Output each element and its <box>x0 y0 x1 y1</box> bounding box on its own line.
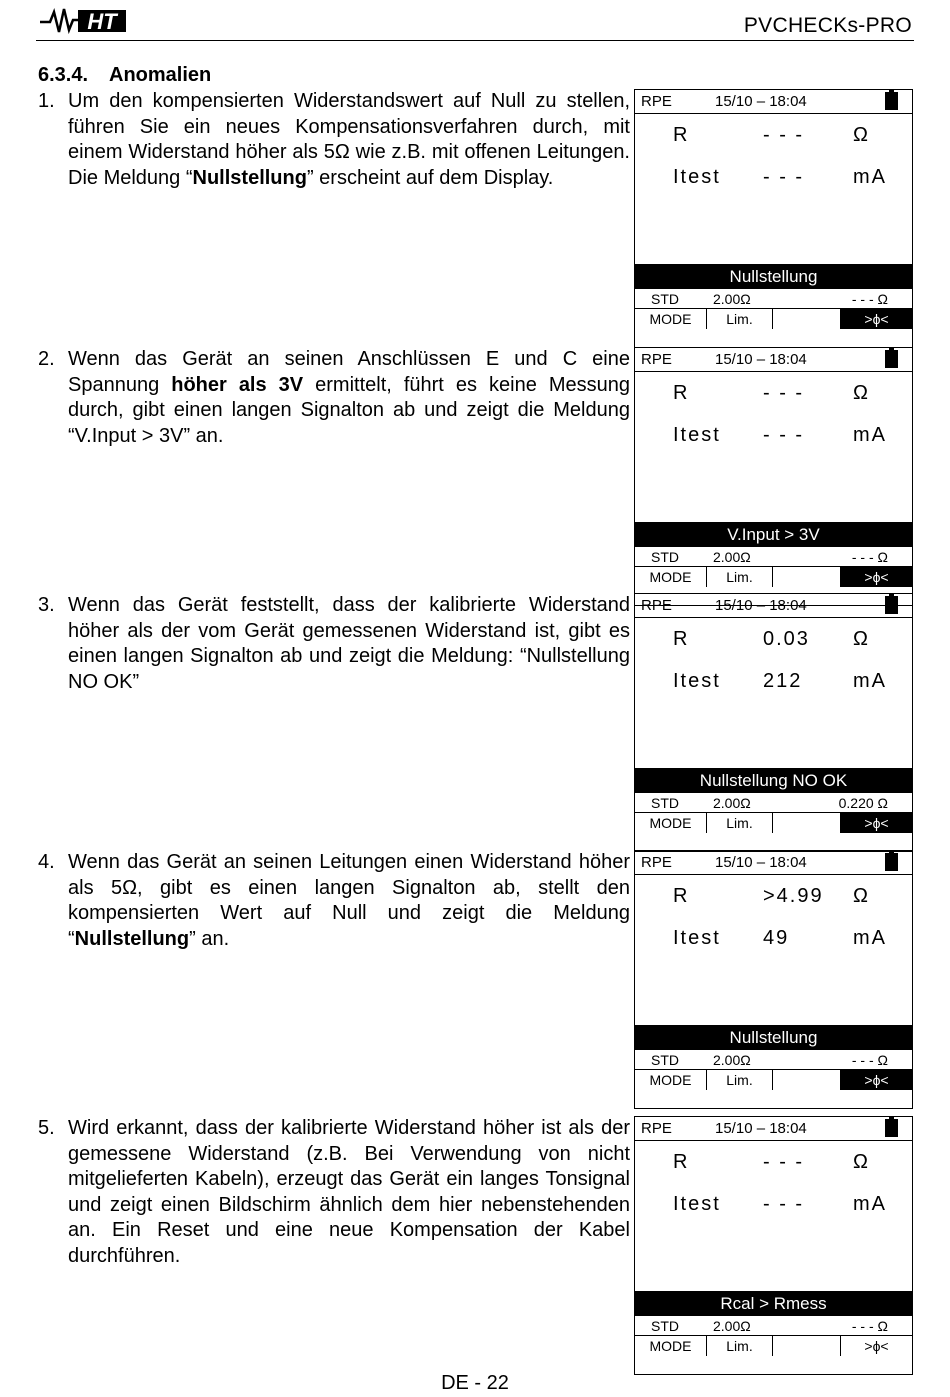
display-mode: RPE <box>641 1120 672 1137</box>
softkey-empty <box>773 1336 841 1356</box>
item-text-run: Um den kompensierten Widerstandswert auf Null zu stellen, führen Sie ein neues Kompensationsverfahren durch, mit einem Widerstand höher als 5Ω wie z.B. mit offenen Leitungen. Die Meldung “ <box>68 90 630 189</box>
softkey-limit[interactable]: Lim. <box>707 309 773 329</box>
standard-label: STD <box>651 1318 679 1334</box>
current-value: - - - <box>763 424 805 446</box>
display-message: V.Input > 3V <box>635 522 912 547</box>
current-unit: mA <box>853 166 887 188</box>
item-text-run: Wenn das Gerät an seinen Anschlüssen E und C eine Spannung <box>68 348 630 396</box>
softkey-mode[interactable]: MODE <box>635 309 707 329</box>
current-unit: mA <box>853 1193 887 1215</box>
limit-value: 2.00Ω <box>713 795 751 811</box>
anomaly-item <box>38 347 630 449</box>
anomaly-item <box>38 89 630 191</box>
resistance-row <box>673 382 912 408</box>
resistance-label: R <box>673 1151 690 1173</box>
battery-icon <box>885 350 898 368</box>
item-number: 4. <box>38 851 55 873</box>
instrument-display <box>634 593 913 852</box>
current-unit: mA <box>853 670 887 692</box>
standard-row <box>635 793 912 813</box>
resistance-unit: Ω <box>853 1151 870 1173</box>
current-row <box>673 166 912 192</box>
display-message: Rcal > Rmess <box>635 1291 912 1316</box>
item-text <box>68 850 630 952</box>
item-text-run: Wenn das Gerät an seinen Leitungen einen Widerstand höher als 5Ω, gibt es einen langen Signalton ab, stellt den kompensierten Wert auf Null und zeigt die Meldung “ <box>68 851 630 950</box>
current-row <box>673 424 912 450</box>
current-label: Itest <box>673 927 721 949</box>
current-unit: mA <box>853 424 887 446</box>
softkey-row <box>635 1070 912 1090</box>
softkey-mode[interactable]: MODE <box>635 813 707 833</box>
standard-row <box>635 289 912 309</box>
item-text-run: ” erscheint auf dem Display. <box>306 166 554 189</box>
display-status-bar <box>635 90 912 114</box>
softkey-row <box>635 813 912 833</box>
resistance-label: R <box>673 124 690 146</box>
softkey-zero-adjust[interactable]: >ϕ< <box>841 1070 912 1090</box>
standard-row <box>635 1050 912 1070</box>
battery-icon <box>885 596 898 614</box>
current-value: 49 <box>763 927 790 949</box>
display-status-bar <box>635 851 912 875</box>
softkey-limit[interactable]: Lim. <box>707 813 773 833</box>
standard-label: STD <box>651 795 679 811</box>
standard-label: STD <box>651 291 679 307</box>
standard-label: STD <box>651 1052 679 1068</box>
limit-value: 2.00Ω <box>713 1318 751 1334</box>
standard-label: STD <box>651 549 679 565</box>
item-text <box>68 593 630 695</box>
item-text-run: Wird erkannt, dass der kalibrierte Widerstand höher ist als der gemessene Widerstand (z.B. Bei Verwendung von nicht mitgelieferten Kabeln), erzeugt das Gerät ein langes Tonsignal und zeigt einen Bildschirm ähnlich dem hier nebenstehenden an. Ein Reset und eine neue Kompensation der Kabel durchführen. <box>68 1117 630 1267</box>
item-text-run: ” an. <box>189 927 230 950</box>
instrument-display <box>634 89 913 348</box>
softkey-limit[interactable]: Lim. <box>707 567 773 587</box>
softkey-empty <box>773 567 841 587</box>
resistance-value: 0.03 <box>763 628 810 650</box>
instrument-display <box>634 347 913 606</box>
current-row <box>673 927 912 953</box>
softkey-limit[interactable]: Lim. <box>707 1336 773 1356</box>
current-label: Itest <box>673 424 721 446</box>
display-status-bar <box>635 348 912 372</box>
softkey-empty <box>773 813 841 833</box>
display-message: Nullstellung <box>635 1025 912 1050</box>
current-label: Itest <box>673 166 721 188</box>
item-text <box>68 1116 630 1269</box>
instrument-display <box>634 850 913 1109</box>
resistance-unit: Ω <box>853 124 870 146</box>
softkey-row <box>635 309 912 329</box>
current-label: Itest <box>673 1193 721 1215</box>
resistance-value: - - - <box>763 1151 805 1173</box>
display-datetime: 15/10 – 18:04 <box>715 93 807 110</box>
resistance-row <box>673 124 912 150</box>
resistance-value: >4.99 <box>763 885 824 907</box>
battery-icon <box>885 92 898 110</box>
anomaly-item <box>38 593 630 695</box>
display-mode: RPE <box>641 351 672 368</box>
display-mode: RPE <box>641 93 672 110</box>
resistance-row <box>673 1151 912 1177</box>
softkey-zero-adjust[interactable]: >ϕ< <box>841 813 912 833</box>
limit-value: 2.00Ω <box>713 549 751 565</box>
softkey-zero-adjust[interactable]: >ϕ< <box>841 1336 912 1356</box>
header-divider <box>36 40 914 41</box>
resistance-label: R <box>673 628 690 650</box>
display-message: Nullstellung NO OK <box>635 768 912 793</box>
resistance-label: R <box>673 885 690 907</box>
current-label: Itest <box>673 670 721 692</box>
resistance-unit: Ω <box>853 885 870 907</box>
display-mode: RPE <box>641 854 672 871</box>
display-message: Nullstellung <box>635 264 912 289</box>
page-number: DE - 22 <box>441 1372 509 1394</box>
anomaly-item <box>38 1116 630 1269</box>
item-text-bold: höher als 3V <box>171 373 304 396</box>
section-heading <box>38 64 211 87</box>
battery-icon <box>885 1119 898 1137</box>
document-title: PVCHECKs-PRO <box>743 14 912 37</box>
measured-value: - - - Ω <box>851 549 888 565</box>
current-row <box>673 670 912 696</box>
item-number: 1. <box>38 90 55 112</box>
item-text-bold: Nullstellung <box>192 166 307 189</box>
section-title: Anomalien <box>109 64 212 86</box>
item-text <box>68 347 630 449</box>
resistance-label: R <box>673 382 690 404</box>
softkey-row <box>635 567 912 587</box>
current-unit: mA <box>853 927 887 949</box>
instrument-display <box>634 1116 913 1375</box>
softkey-mode[interactable]: MODE <box>635 567 707 587</box>
resistance-unit: Ω <box>853 382 870 404</box>
resistance-row <box>673 628 912 654</box>
display-datetime: 15/10 – 18:04 <box>715 1120 807 1137</box>
item-number: 5. <box>38 1117 55 1139</box>
item-text-run: ermittelt, führt es keine Messung durch, gibt einen langen Signalton ab und zeigt die Meldung “V.Input > 3V” an. <box>68 373 631 447</box>
resistance-row <box>673 885 912 911</box>
limit-value: 2.00Ω <box>713 291 751 307</box>
display-datetime: 15/10 – 18:04 <box>715 597 807 614</box>
standard-row <box>635 547 912 567</box>
current-value: - - - <box>763 166 805 188</box>
display-status-bar <box>635 1117 912 1141</box>
item-text <box>68 89 630 191</box>
display-datetime: 15/10 – 18:04 <box>715 351 807 368</box>
item-number: 3. <box>38 594 55 616</box>
item-text-run: Wenn das Gerät feststellt, dass der kalibrierte Widerstand höher als der vom Gerät gemessenen Widerstand ist, gibt es einen langen Signalton ab und zeigt die Meldung: “Nullstellung NO OK” <box>68 594 630 693</box>
softkey-mode[interactable]: MODE <box>635 1070 707 1090</box>
item-number: 2. <box>38 348 55 370</box>
resistance-value: - - - <box>763 382 805 404</box>
display-status-bar <box>635 594 912 618</box>
battery-icon <box>885 853 898 871</box>
current-row <box>673 1193 912 1219</box>
item-text-bold: Nullstellung <box>74 927 190 950</box>
measured-value: - - - Ω <box>851 1318 888 1334</box>
section-number: 6.3.4. <box>38 64 89 86</box>
resistance-value: - - - <box>763 124 805 146</box>
anomaly-item <box>38 850 630 952</box>
limit-value: 2.00Ω <box>713 1052 751 1068</box>
standard-row <box>635 1316 912 1336</box>
softkey-mode[interactable]: MODE <box>635 1336 707 1356</box>
current-value: 212 <box>763 670 803 692</box>
resistance-unit: Ω <box>853 628 870 650</box>
display-mode: RPE <box>641 597 672 614</box>
measured-value: 0.220 Ω <box>838 795 888 811</box>
display-datetime: 15/10 – 18:04 <box>715 854 807 871</box>
ht-logo <box>38 6 130 36</box>
softkey-empty <box>773 1070 841 1090</box>
logo-text: HT <box>87 9 117 34</box>
softkey-zero-adjust[interactable]: >ϕ< <box>841 309 912 329</box>
current-value: - - - <box>763 1193 805 1215</box>
softkey-empty <box>773 309 841 329</box>
measured-value: - - - Ω <box>851 291 888 307</box>
softkey-zero-adjust[interactable]: >ϕ< <box>841 567 912 587</box>
measured-value: - - - Ω <box>851 1052 888 1068</box>
softkey-limit[interactable]: Lim. <box>707 1070 773 1090</box>
softkey-row <box>635 1336 912 1356</box>
